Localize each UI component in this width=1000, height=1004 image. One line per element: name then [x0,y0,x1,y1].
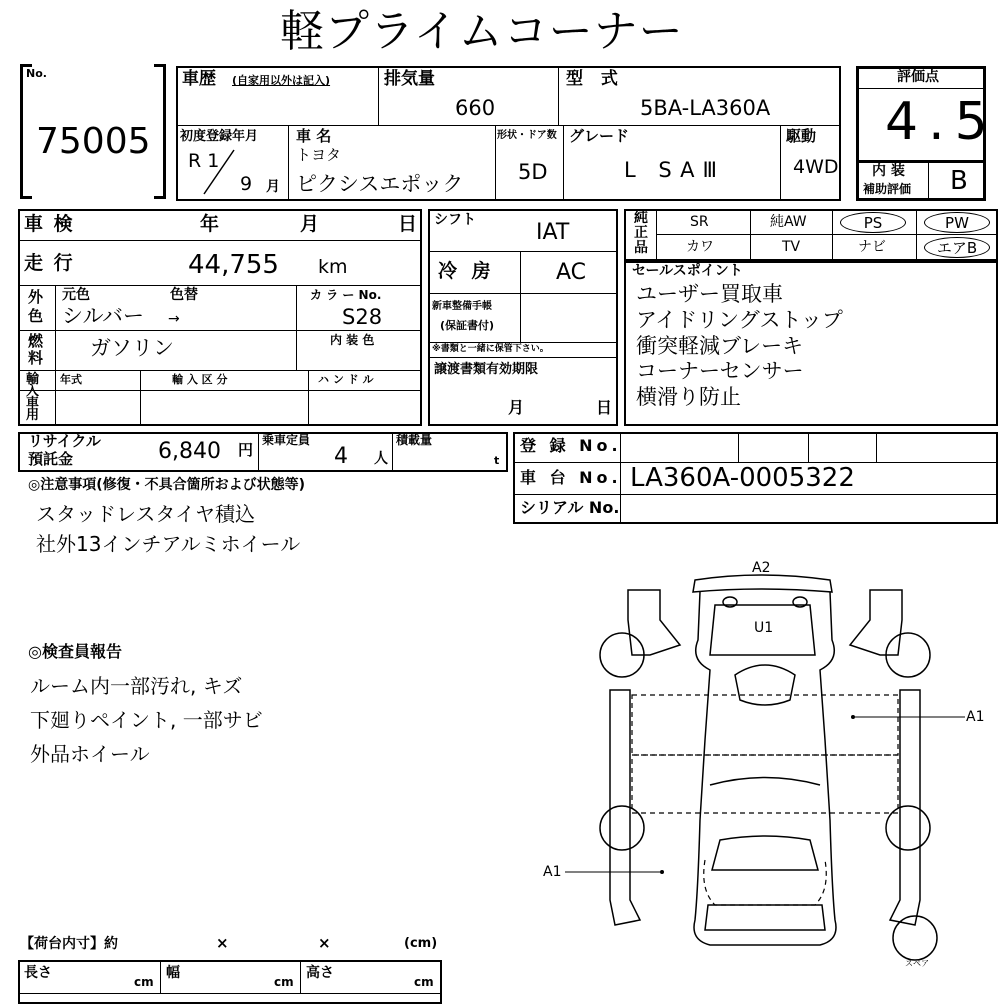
inspector-heading: ◎検査員報告 [28,642,122,661]
shift-aircon-table [428,209,618,426]
lot-number: 75005 [36,121,151,162]
shift-value: IAT [536,220,570,245]
registration-label: 登 録 No. [520,436,622,455]
cargo-x2: × [318,934,331,952]
displacement-value: 660 [455,96,496,120]
interior-score-label-2: 補助評価 [863,182,912,196]
interior-score-value: B [950,166,968,196]
drive-value: 4WD [793,156,839,178]
equip-pw: PW [924,212,990,233]
chassis-value: LA360A-0005322 [630,463,855,493]
cargo-unit: (cm) [404,936,438,951]
equip-tv: TV [782,239,801,255]
import-handle-label: ハ ン ド ル [318,373,374,386]
sales-point-2: アイドリングストップ [636,308,843,332]
aircon-value: AC [556,260,587,285]
lot-no-label: No. [26,67,47,80]
diagram-label-a1-right: A1 [966,709,985,725]
transfer-day: 日 [596,398,613,417]
interior-color-label: 内 装 色 [330,333,375,347]
cargo-width-unit: cm [274,975,294,989]
recycle-value: 6,840 [158,439,221,464]
slash-divider [200,148,240,198]
transfer-month: 月 [508,398,525,417]
cargo-height-unit: cm [414,975,434,989]
diagram-label-u1: U1 [754,620,774,636]
cargo-table [18,960,442,1004]
transfer-label: 譲渡書類有効期限 [434,362,539,377]
cargo-heading: 【荷台内寸】約 [20,936,118,952]
capacity-value: 4 [334,444,348,469]
inspector-line-2: 下廻りペイント, 一部サビ [30,708,263,732]
fuel-label-1: 燃 [28,332,44,350]
import-label: 輸入車用 [26,372,40,423]
inspector-line-3: 外品ホイール [30,742,150,766]
inspection-year: 年 [200,213,220,235]
exterior-label-2: 色 [28,307,44,325]
score-value: 4.5 [885,92,998,152]
cargo-length-unit: cm [134,975,154,989]
recycle-unit: 円 [238,441,254,459]
sales-point-5: 横滑り防止 [636,385,741,409]
notes-line-1: スタッドレスタイヤ積込 [36,502,255,526]
capacity-label: 乗車定員 [262,433,311,447]
warranty-note: ※書類と一緒に保管下さい。 [432,344,549,354]
equipment-label: 純正品 [634,210,648,256]
model-label: 型 式 [566,69,624,89]
cargo-height-label: 高さ [306,965,334,981]
notes-heading: ◎注意事項(修復・不具合箇所および状態等) [28,477,306,493]
sales-points-label: セールスポイント [632,263,743,279]
inspector-line-1: ルーム内一部汚れ, キズ [30,674,243,698]
mileage-value: 44,755 [188,250,279,280]
history-label: 車歴 [182,69,216,89]
exterior-color-value: シルバー [62,304,145,328]
equip-navi: ナビ [858,239,886,255]
cargo-width-label: 幅 [166,965,180,981]
chassis-label: 車 台 No. [520,468,622,487]
exterior-arrow: → [168,311,180,327]
sales-point-3: 衝突軽減ブレーキ [636,334,804,358]
displacement-label: 排気量 [384,69,435,89]
color-no-value: S28 [342,305,383,329]
color-no-label: カ ラ ー No. [310,288,382,302]
grade-value: L SAⅢ [624,158,725,182]
cargo-length-label: 長さ [24,965,52,981]
shift-label: シフト [434,212,476,228]
sales-point-4: コーナーセンサー [636,359,804,383]
serial-label: シリアル No. [520,498,620,517]
notes-line-2: 社外13インチアルミホイール [36,532,301,556]
fuel-value: ガソリン [90,336,174,360]
history-note: (自家用以外は記入) [232,74,331,87]
equip-sr: SR [690,214,709,230]
warranty-label-2: (保証書付) [440,319,495,332]
sales-point-1: ユーザー買取車 [636,282,783,306]
mileage-label: 走 行 [24,252,75,274]
load-unit: t [494,454,500,467]
warranty-label-1: 新車整備手帳 [432,301,492,312]
load-label: 積載量 [396,433,433,447]
model-value: 5BA-LA360A [640,96,771,120]
equip-airbag: エアB [924,237,990,258]
equip-kawa: カワ [686,239,714,255]
car-name: ピクシスエポック [296,172,464,196]
fuel-label-2: 料 [28,349,44,367]
mileage-unit: km [318,256,348,278]
inspection-label: 車 検 [24,213,75,235]
inspection-month: 月 [300,213,320,235]
import-class-label: 輸 入 区 分 [172,373,228,386]
diagram-label-a2: A2 [752,560,771,576]
first-reg-era: R 1 [188,150,220,172]
score-label: 評価点 [897,69,939,85]
car-maker: トヨタ [296,146,342,164]
body-label: 形状・ドア数 [497,130,557,141]
inspection-day: 日 [398,213,418,235]
drive-label: 駆動 [786,127,817,145]
exterior-label-1: 外 [28,288,44,306]
car-name-label: 車 名 [296,127,332,145]
first-reg-month-unit: 月 [266,179,280,195]
body-value: 5D [518,160,548,184]
first-reg-label: 初度登録年月 [180,129,259,144]
cargo-x1: × [216,934,229,952]
aircon-label: 冷 房 [438,260,495,282]
exterior-repaint-label: 色替 [170,287,198,303]
equip-ps: PS [840,212,906,233]
interior-score-label-1: 内 装 [872,163,905,179]
recycle-label-2: 預託金 [28,450,74,468]
import-year-label: 年式 [60,373,82,386]
diagram-label-a1-left: A1 [543,864,562,880]
exterior-orig-label: 元色 [62,287,90,303]
diagram-label-spare: スペア [905,959,929,968]
equip-aw: 純AW [770,214,807,230]
recycle-label-1: リサイクル [28,432,101,450]
first-reg-month: 9 [240,173,253,195]
page-title: 軽プライムコーナー [280,6,684,57]
grade-label: グレード [569,127,630,145]
capacity-unit: 人 [374,451,388,467]
